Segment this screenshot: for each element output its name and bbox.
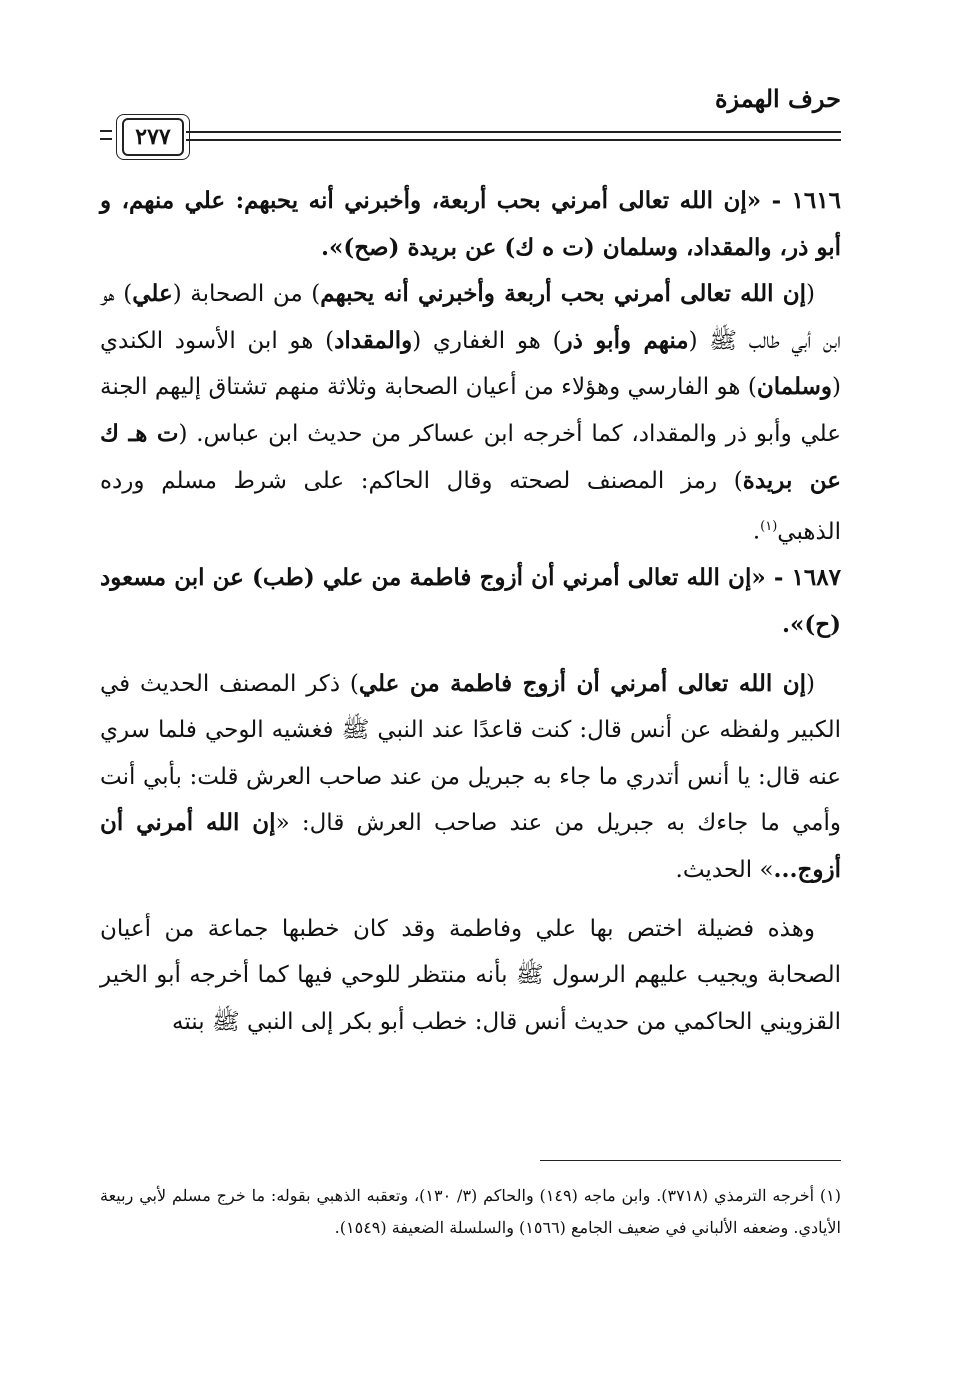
commentary-text: ) هو ابن أبي طالب ﷺ (: [100, 281, 842, 354]
header-rule-double: [186, 139, 841, 141]
commentary-1616: [100, 281, 841, 545]
commentary-paragraph: [100, 661, 841, 894]
body-text: [100, 178, 841, 1045]
quoted-phrase: والمقداد: [334, 326, 413, 354]
footnote-ref: (١): [760, 519, 778, 535]
continuation-paragraph: وهذه فضيلة اختص بها علي وفاطمة وقد كان خطبها جماعة من أعيان الصحابة ويجيب عليهم الرسول ﷺ بأنه منتظر للوحي فيها كما أخرجه أبو الخير القزويني الحاكمي من حديث أنس قال: خطب أبو بكر إلى النبي ﷺ بنته: [100, 915, 841, 1035]
running-title: حرف الهمزة: [714, 84, 841, 113]
quoted-phrase: منهم وأبو ذر: [561, 326, 689, 354]
entry-1687: [100, 555, 841, 648]
commentary-text: ) من الصحابة (: [172, 281, 321, 308]
page-number: ٢٧٧: [122, 118, 184, 156]
quoted-phrase: علي: [132, 280, 173, 308]
commentary-text: ) هو الغفاري (: [412, 327, 562, 354]
commentary-text: ) ذكر المصنف الحديث في الكبير ولفظه عن أنس قال: كنت قاعدًا عند النبي ﷺ فغشيه الوحي فلما سري عنه قال: يا أنس أتدري ما جاء به جبريل من عند صاحب العرش قلت: بأبي أنت وأمي ما جاءك به جبريل من عند صاحب العرش قال: «: [100, 670, 841, 837]
footnote-separator: [540, 1160, 841, 1161]
commentary-1687: [100, 671, 841, 883]
footnote: (١) أخرجه الترمذي (٣٧١٨). وابن ماجه (١٤٩) والحاكم (٣/ ١٣٠)، وتعقبه الذهبي بقوله: ما خرج مسلم لأبي ربيعة الأيادي. وضعفه الألباني في ضعيف الجامع (١٥٦٦) والسلسلة الضعيفة (١٥٤٩).: [100, 1186, 842, 1237]
commentary-paragraph: (إن الله تعالى أمرني بحب أربعة وأخبرني أنه يحبهم) من الصحابة (علي) هو ابن أبي طالب ﷺ (منهم وأبو ذر) هو الغفاري (والمقداد) هو ابن الأسود الكندي (وسلمان) هو الفارسي وهؤلاء من أعيان الصحابة وثلاثة منهم تشتاق إليهم الجنة علي وأبو ذر والمقداد، كما أخرجه ابن عساكر من حديث ابن عباس. (ت هـ ك عن بريدة) رمز المصنف لصحته وقال الحاكم: على شرط مسلم ورده الذهبي$^{(١)}$.: [100, 280, 842, 545]
header-rule-tick: [100, 138, 112, 140]
quoted-phrase: إن الله تعالى أمرني أن أزوج فاطمة من علي: [358, 669, 807, 697]
entry-number: ١٦٨٧ -: [765, 564, 841, 592]
header-rule: [186, 131, 841, 133]
hadith-text: «إن الله تعالى أمرني أن أزوج فاطمة من علي (طب) عن ابن مسعود (ح)».: [100, 564, 841, 638]
header-rule-tick: [100, 130, 112, 132]
commentary-text: ) هو ابن الأسود الكندي (: [100, 327, 841, 401]
quoted-phrase: إن الله أمرني أن أزوج...: [100, 809, 841, 883]
quoted-phrase: وسلمان: [756, 373, 833, 401]
entry-1616: [100, 178, 841, 271]
commentary-text: (: [806, 281, 816, 308]
commentary-text: ) رمز المصنف لصحته وقال الحاكم: على شرط مسلم ورده الذهبي: [100, 467, 841, 545]
commentary-text: (: [806, 670, 815, 697]
quoted-phrase: ت هـ ك عن بريدة: [100, 419, 842, 494]
quoted-phrase: إن الله تعالى أمرني بحب أربعة وأخبرني أنه يحبهم: [320, 280, 807, 308]
commentary-text: » الحديث.: [675, 856, 774, 883]
entry-number: ١٦١٦ -: [761, 187, 841, 214]
hadith-text: «إن الله تعالى أمرني بحب أربعة، وأخبرني أنه يحبهم: علي منهم، و أبو ذر، والمقداد، وسلمان (ت ه ك) عن بريدة (صح)».: [100, 187, 841, 261]
commentary-text: ) هو الفارسي وهؤلاء من أعيان الصحابة وثلاثة منهم تشتاق إليهم الجنة علي وأبو ذر والمقداد، كما أخرجه ابن عساكر من حديث ابن عباس. (: [100, 374, 841, 447]
